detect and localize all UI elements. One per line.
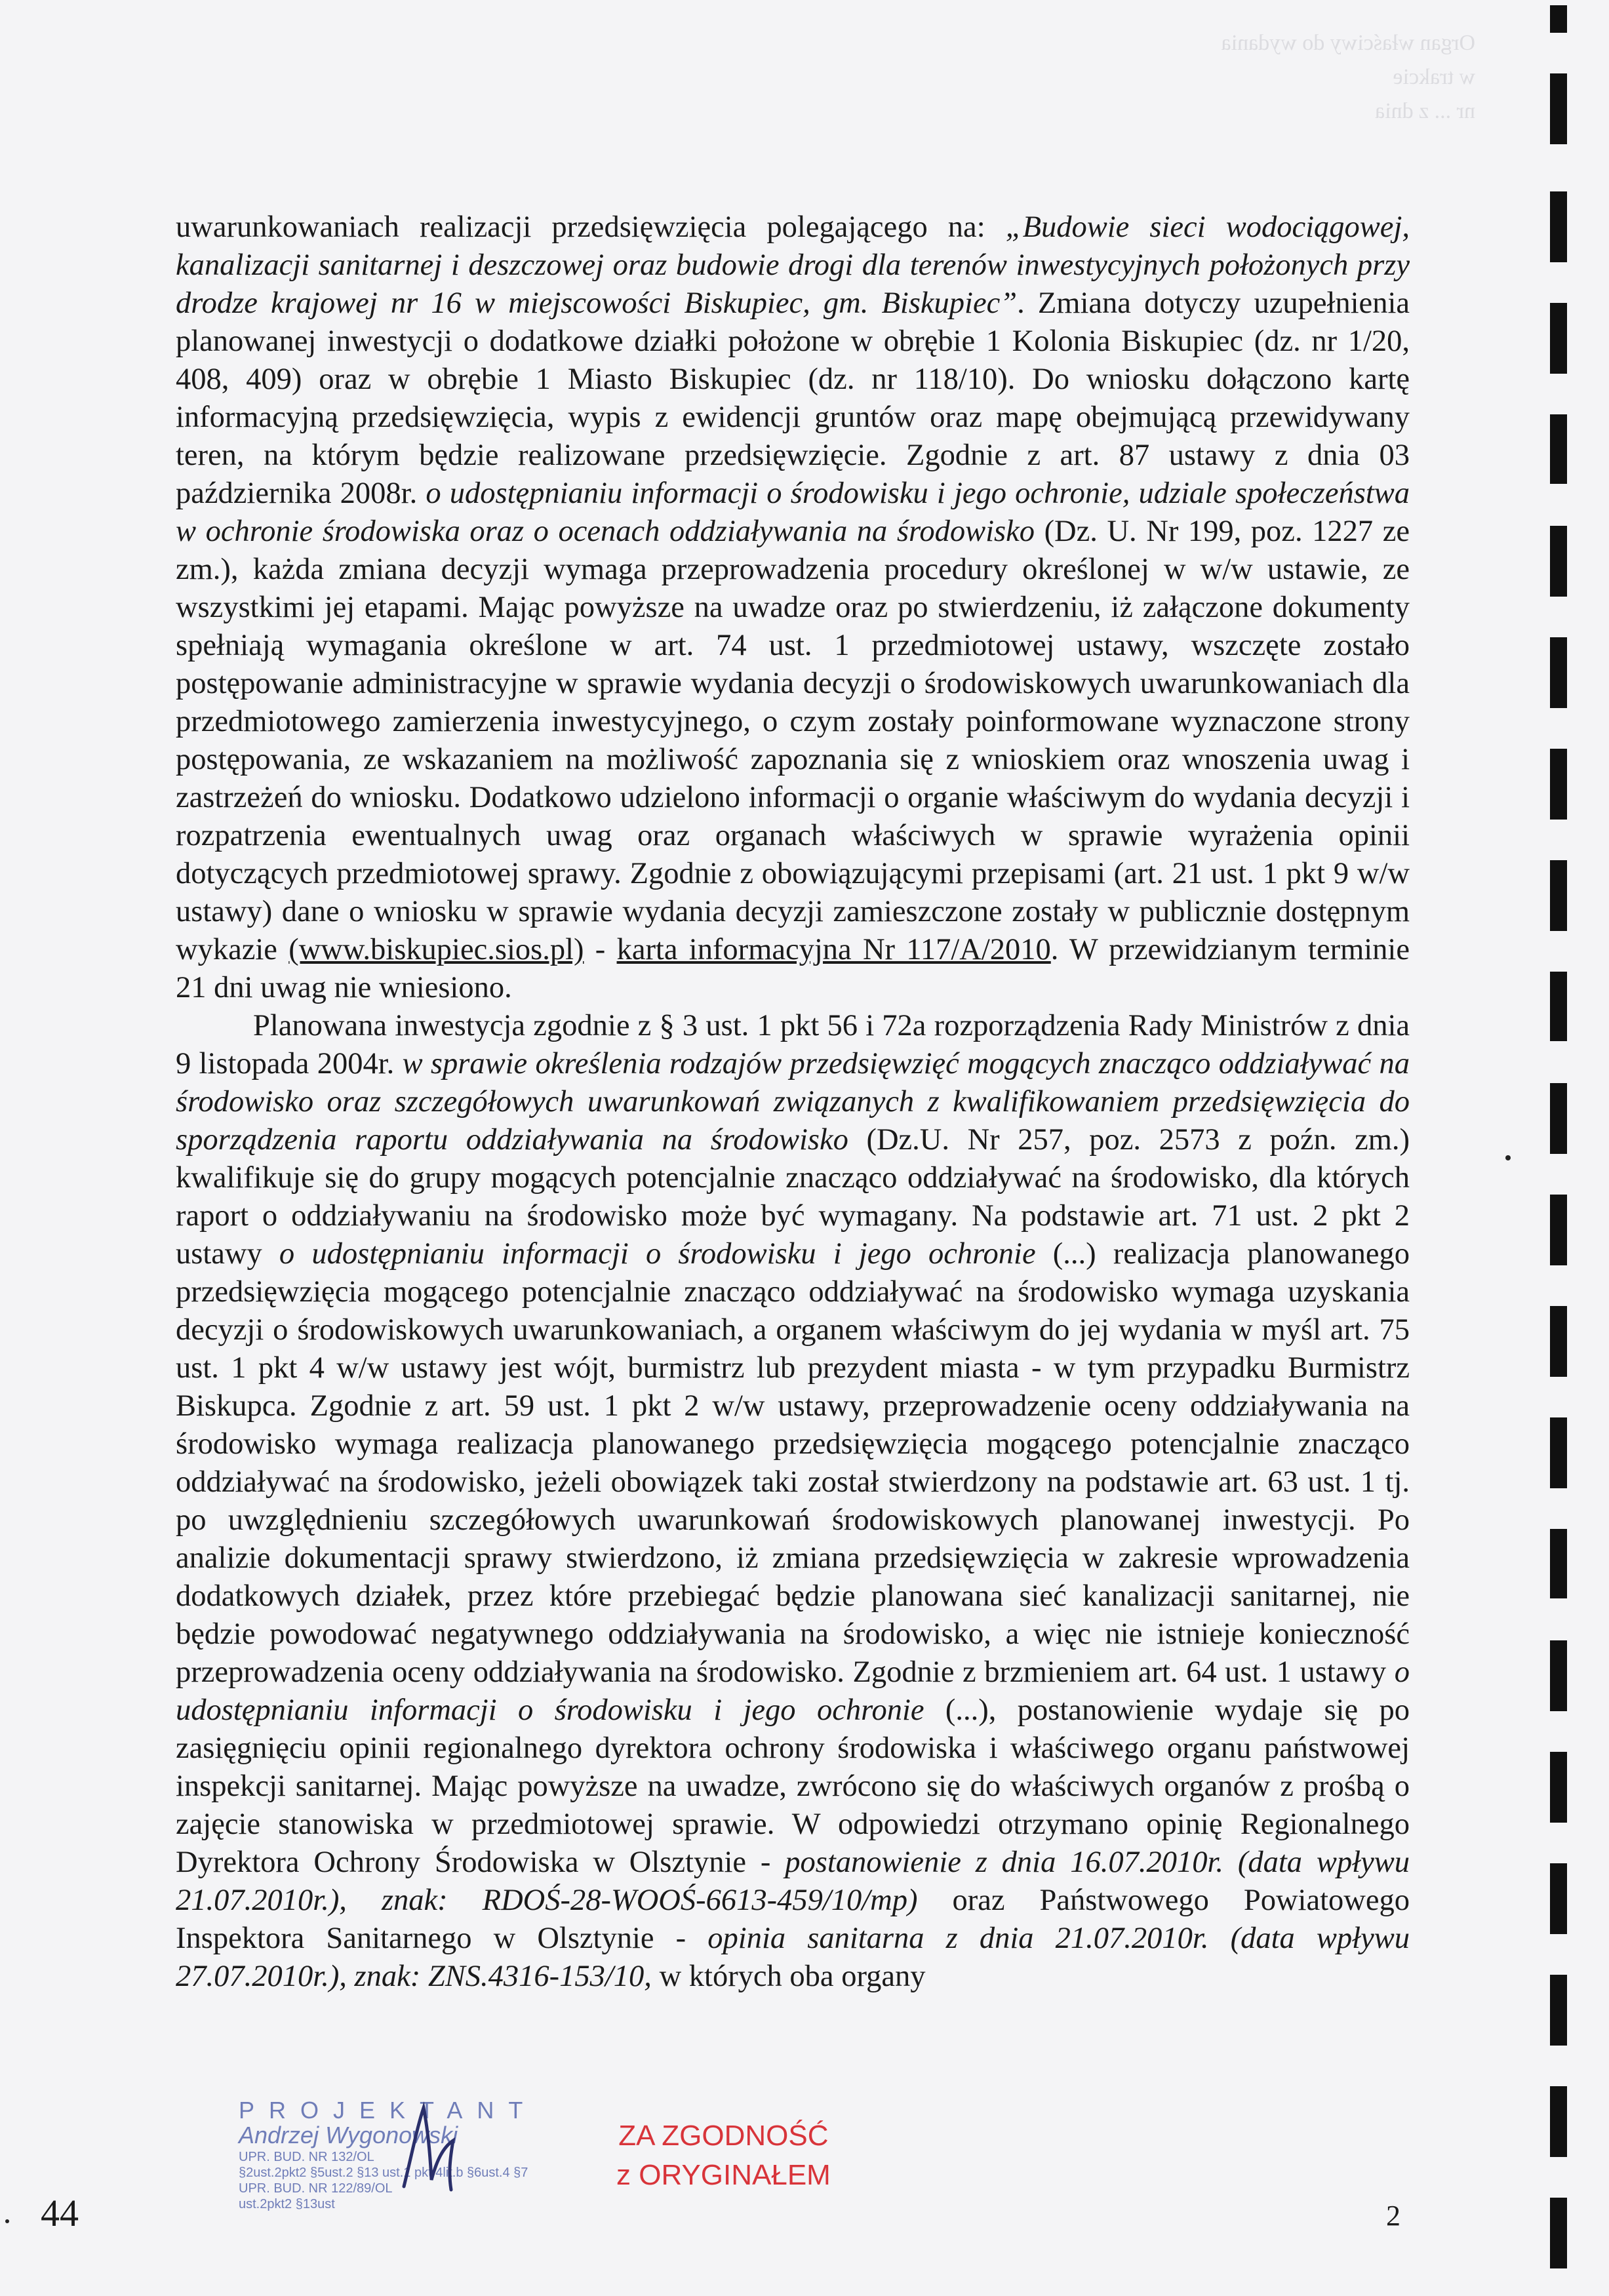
text-run: (Dz.U. Nr 257, poz. 2573 z poźn. zm.) kwalifikuje się do grupy mogących potencjalnie znacząco oddziaływać na środowisko, dla których raport o oddziaływaniu na środowisko może być wymagany. Na podstawie art. 71 ust. 2 pkt 2 ustawy [176, 1123, 1410, 1271]
punch-mark [1550, 1306, 1567, 1377]
text-run: (...) realizacja planowanego przedsięwzięcia mogącego potencjalnie znacząco oddziaływać na środowisko wymaga uzyskania decyzji o środowiskowych uwarunkowaniach, a organem właściwym do jej wydania w myśl art. 75 ust. 1 pkt 4 w/w ustawy jest wójt, burmistrz lub prezydent miasta - w tym przypadku Burmistrz Biskupca. Zgodnie z art. 59 ust. 1 pkt 2 w/w ustawy, przeprowadzenie oceny oddziaływania na środowisko wymaga realizacja planowanego przedsięwzięcia mogącego potencjalnie znacząco oddziaływać na środowisko, jeżeli obowiązek taki został stwierdzony na podstawie art. 63 ust. 1 tj. po uwzględnieniu szczegółowych uwarunkowań środowiskowych planowanej inwestycji. Po analizie dokumentacji sprawy stwierdzono, iż zmiana przedsięwzięcia w zakresie wprowadzenia dodatkowych działek, przez które przebiegać będzie planowana sieć kanalizacji sanitarnej, nie będzie powodować negatywnego oddziaływania na środowisko, a więc nie istnieje konieczność przeprowadzenia oceny oddziaływania na środowisko. Zgodnie z brzmieniem art. 64 ust. 1 ustawy [176, 1237, 1410, 1689]
punch-mark [1550, 1975, 1567, 2046]
punch-mark [1550, 1752, 1567, 1823]
text-run: w których oba organy [651, 1960, 926, 1993]
punch-mark [1550, 1863, 1567, 1934]
stamp-line: ust.2pkt2 §13ust [239, 2197, 335, 2211]
punch-mark [1550, 526, 1567, 597]
italic-citation: o udostępnianiu informacji o środowisku i jego ochronie, udziale społeczeństwa w ochronie środowiska oraz o ocenach oddziaływania na środowisko [176, 477, 1410, 548]
margin-note: 44 [41, 2192, 79, 2234]
bleed-through-text [885, 26, 1475, 197]
italic-citation: opinia sanitarna z dnia 21.07.2010r. (data wpływu 27.07.2010r.), znak: ZNS.4316-153/10, [176, 1922, 1410, 1993]
punch-mark [1550, 303, 1567, 374]
punch-mark [1550, 1529, 1567, 1598]
paragraph [176, 208, 1410, 1007]
punch-mark [1550, 2086, 1567, 2157]
page-number: 2 [1386, 2200, 1400, 2232]
signature [391, 2101, 469, 2193]
bleed-line: Organ właściwy do wydania [1221, 31, 1475, 55]
speck [1505, 1155, 1511, 1160]
text-run: . W przewidzianym terminie 21 dni uwag nie wniesiono. [176, 933, 1410, 1004]
stamp-line: z ORYGINAŁEM [616, 2159, 831, 2191]
punch-mark [1550, 637, 1567, 708]
paragraph [176, 1007, 1410, 1996]
italic-citation: postanowienie z dnia 16.07.2010r. (data wpływu 21.07.2010r.), znak: RDOŚ-28-WOOŚ-6613-459/10/mp) [176, 1846, 1410, 1917]
italic-citation: o udostępnianiu informacji o środowisku i jego ochronie [176, 1655, 1410, 1727]
text-run: Planowana inwestycja zgodnie z § 3 ust. 1 pkt 56 i 72a rozporządzenia Rady Ministrów z dnia 9 listopada 2004r. [176, 1009, 1410, 1080]
stamp-title: PROJEKTANT [239, 2097, 538, 2124]
stamp-line: §2ust.2pkt2 §5ust.2 §13 ust.1 pkt 4lit.b §6ust.4 §7 [239, 2166, 528, 2180]
text-run: (Dz. U. Nr 199, poz. 1227 ze zm.), każda zmiana decyzji wymaga przeprowadzenia procedury określonej w w/w ustawie, ze wszystkimi jej etapami. Mając powyższe na uwadze oraz po stwierdzeniu, iż załączone dokumenty spełniają wymagania określone w art. 74 ust. 1 przedmiotowej ustawy, wszczęte zostało postępowanie administracyjne w sprawie wydania decyzji o środowiskowych uwarunkowaniach dla przedmiotowego zamierzenia inwestycyjnego, o czym zostały poinformowane wyznaczone strony postępowania, ze wskazaniem na możliwość zapoznania się z wnioskiem oraz wnoszenia uwag i zastrzeżeń do wniosku. Dodatkowo udzielono informacji o organie właściwym do wydania decyzji i rozpatrzenia ewentualnych uwag oraz organach właściwych w sprawie wyrażenia opinii dotyczących przedmiotowej sprawy. Zgodnie z obowiązującymi przepisami (art. 21 ust. 1 pkt 9 w/w ustawy) dane o wniosku w sprawie wydania decyzji zamieszczone zostały w publicznie dostępnym wykazie [176, 515, 1410, 966]
punch-mark [1550, 749, 1567, 820]
speck [5, 2219, 9, 2223]
stamp-line: UPR. BUD. NR 132/OL [239, 2150, 374, 2164]
punch-mark [1550, 860, 1567, 931]
italic-citation: w sprawie określenia rodzajów przedsięwzięć mogących znacząco oddziaływać na środowisko oraz szczegółowych uwarunkowań związanych z kwalifikowaniem przedsięwzięcia do sporządzenia raportu oddziaływania na środowisko [176, 1047, 1410, 1157]
punch-mark [1550, 414, 1567, 484]
punch-mark [1550, 1083, 1567, 1154]
text-run: - [584, 933, 617, 966]
stamp-line: ZA ZGODNOŚĆ [618, 2120, 829, 2152]
stamp-name: Andrzej Wygonowski [239, 2122, 458, 2148]
certified-copy-stamp [616, 2116, 831, 2195]
punch-mark [1550, 1640, 1567, 1711]
underlined-text: karta informacyjna Nr 117/A/2010 [616, 933, 1051, 966]
bleed-line: w trakcie [1393, 65, 1475, 89]
punch-mark [1550, 2198, 1567, 2268]
stamp-line: UPR. BUD. NR 122/89/OL [239, 2181, 393, 2196]
italic-citation: „Budowie sieci wodociągowej, kanalizacji sanitarnej i deszczowej oraz budowie drogi dla terenów inwestycyjnych położonych przy drodze krajowej nr 16 w miejscowości Biskupiec, gm. Biskupiec” [176, 210, 1410, 320]
punch-mark [1550, 1195, 1567, 1265]
italic-citation: o udostępnianiu informacji o środowisku i jego ochronie [279, 1237, 1036, 1271]
punch-mark [1550, 972, 1567, 1041]
punch-mark [1550, 5, 1567, 33]
text-run: . Zmiana dotyczy uzupełnienia planowanej inwestycji o dodatkowe działki położone w obrębie 1 Kolonia Biskupiec (dz. nr 1/20, 408, 409) oraz w obrębie 1 Miasto Biskupiec (dz. nr 118/10). Do wniosku dołączono kartę informacyjną przedsięwzięcia, wypis z ewidencji gruntów oraz mapę obejmującą przewidywany teren, na którym będzie realizowane przedsięwzięcie. Zgodnie z art. 87 ustawy z dnia 03 października 2008r. [176, 287, 1410, 510]
punch-mark [1550, 191, 1567, 262]
text-run: uwarunkowaniach realizacji przedsięwzięcia polegającego na: [176, 210, 1006, 244]
document-body [176, 208, 1410, 1996]
text-run: oraz Państwowego Powiatowego Inspektora Sanitarnego w Olsztynie - [176, 1884, 1410, 1955]
bleed-line: nr ... z dnia [1375, 99, 1475, 123]
underlined-text: (www.biskupiec.sios.pl) [288, 933, 584, 966]
text-run: (...), postanowienie wydaje się po zasięgnięciu opinii regionalnego dyrektora ochrony środowiska i właściwego organu państwowej inspekcji sanitarnej. Mając powyższe na uwadze, zwrócono się do właściwych organów z prośbą o zajęcie stanowiska w przedmiotowej sprawie. W odpowiedzi otrzymano opinię Regionalnego Dyrektora Ochrony Środowiska w Olsztynie - [176, 1693, 1410, 1879]
punch-mark [1550, 1417, 1567, 1488]
punch-mark [1550, 73, 1567, 144]
